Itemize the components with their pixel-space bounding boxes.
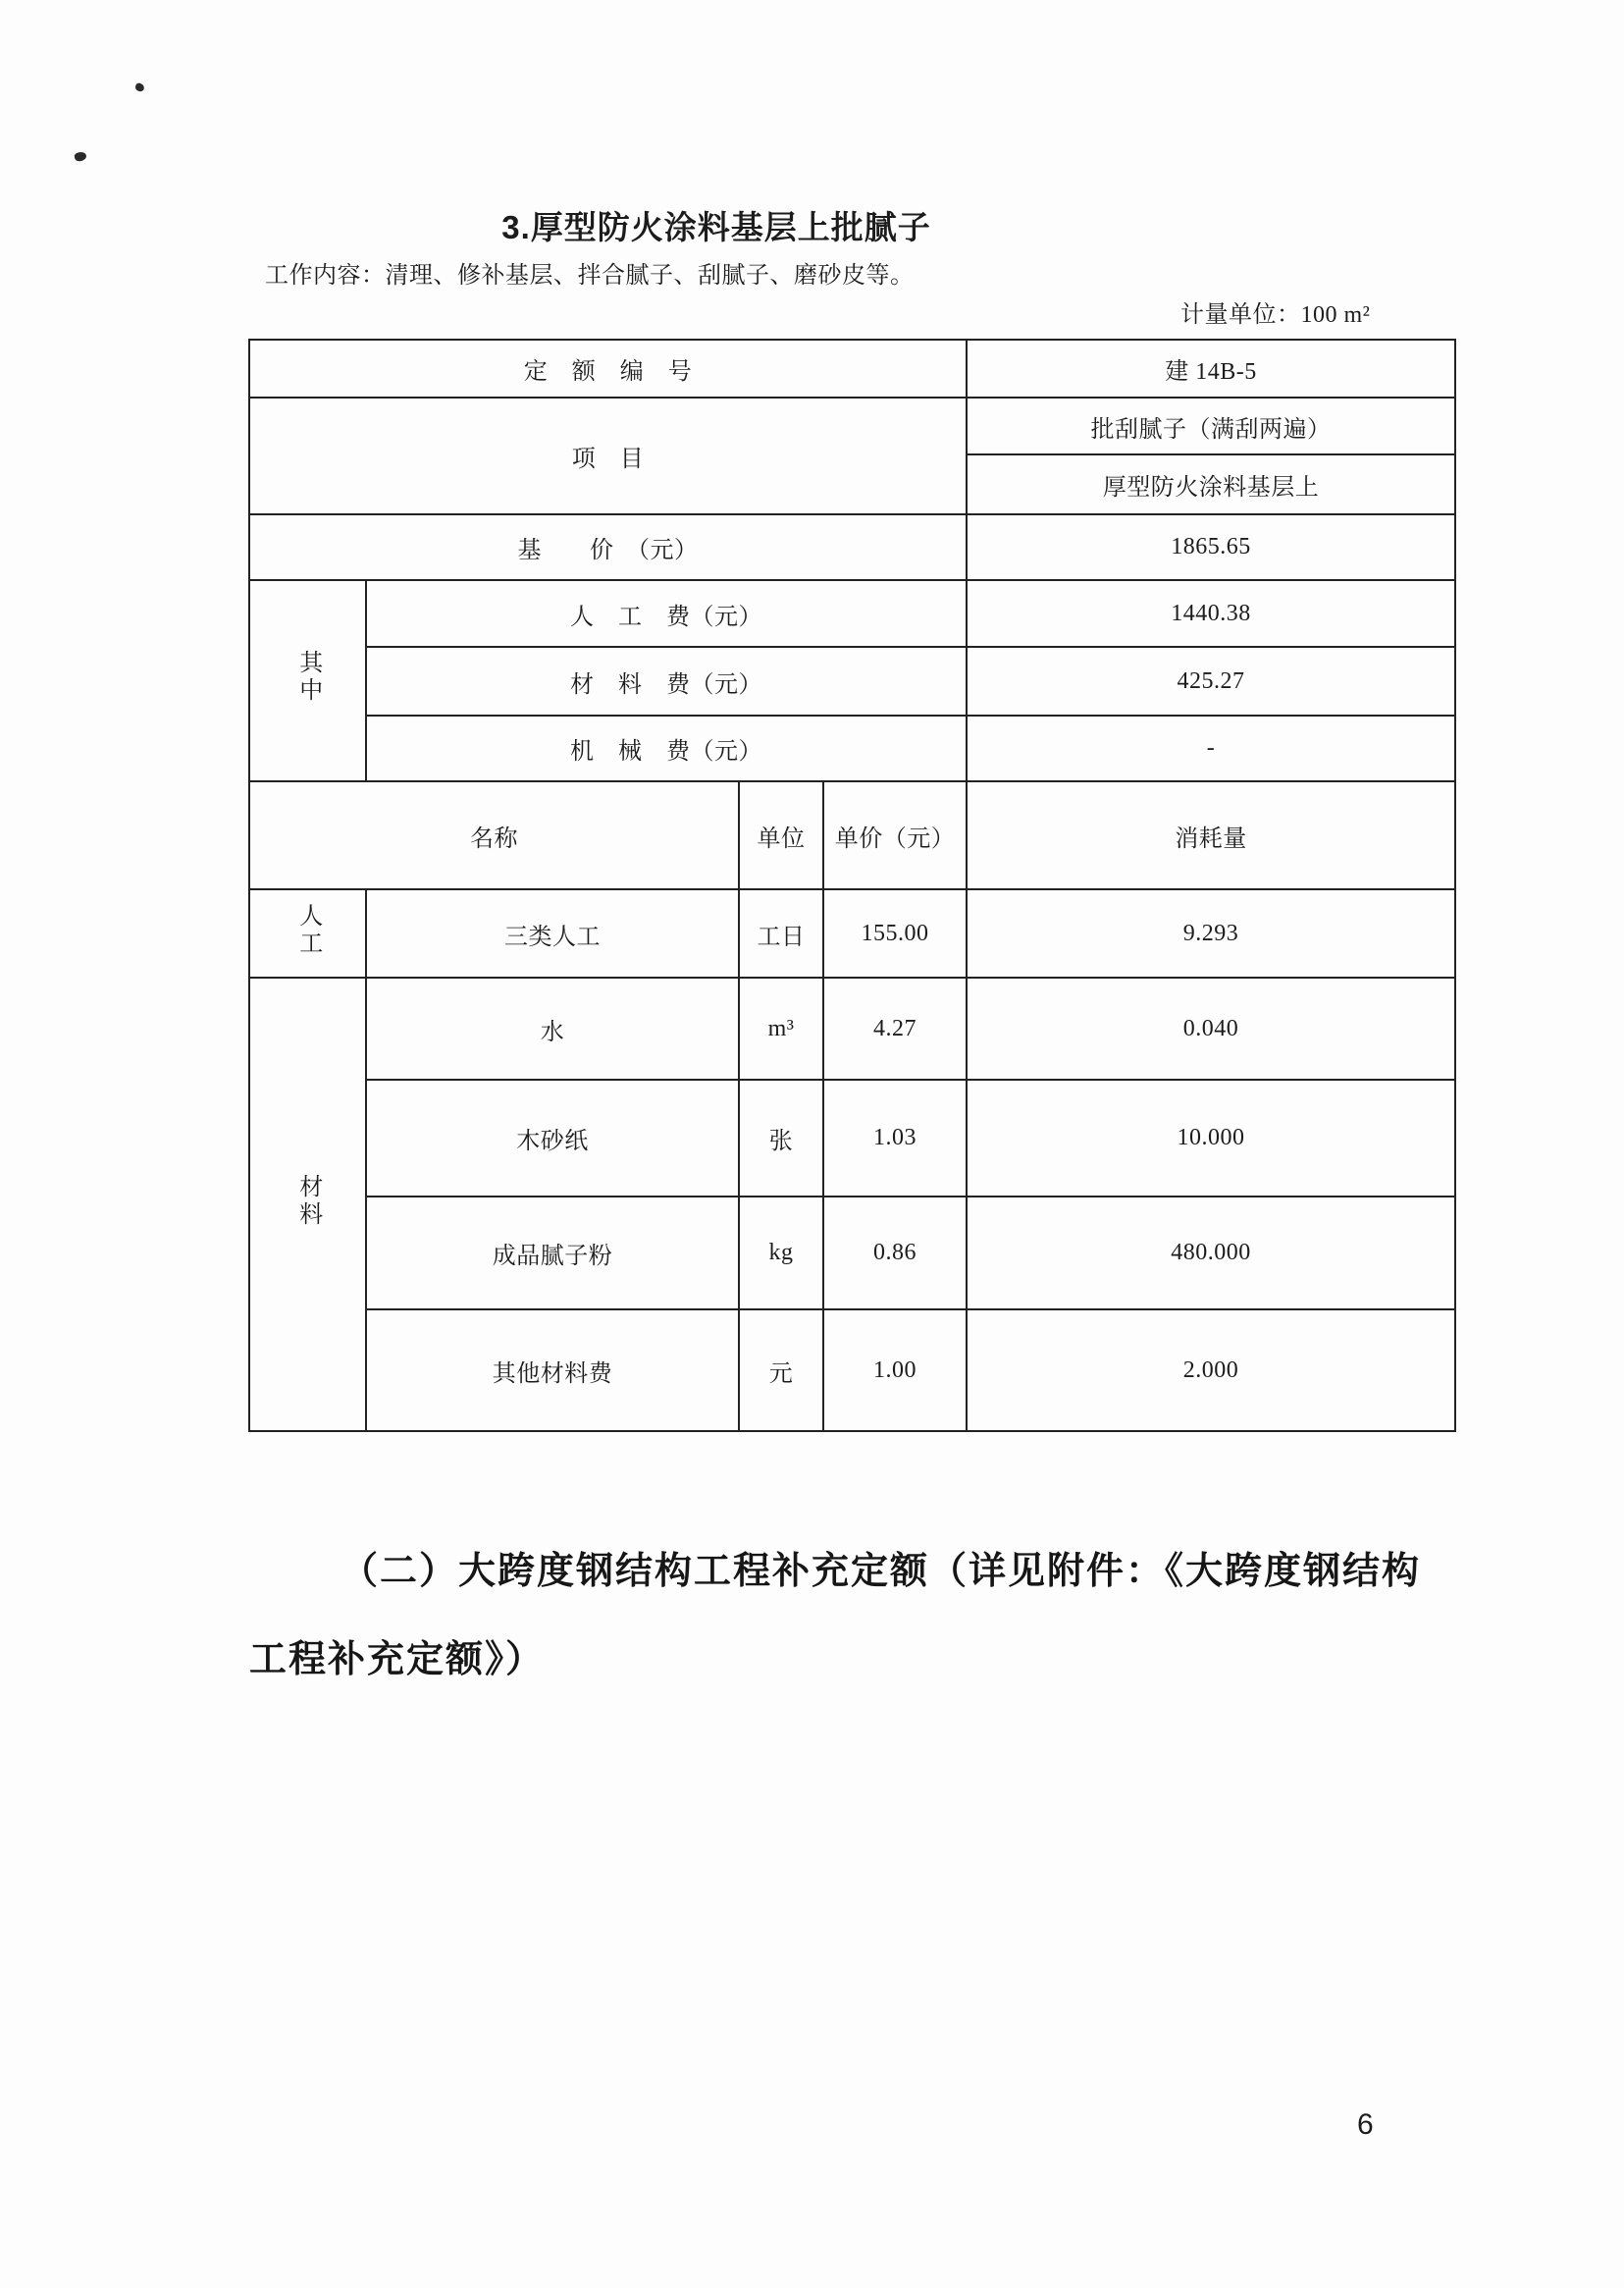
table-row bbox=[249, 647, 1455, 716]
labor-fee-label: 人 工 费（元） bbox=[366, 580, 967, 647]
material-unit: 元 bbox=[739, 1309, 823, 1431]
material-row bbox=[249, 1309, 1455, 1431]
measure-unit-note: 计量单位：100 m² bbox=[1180, 302, 1371, 328]
table-row bbox=[249, 398, 1455, 454]
header-unit: 单位 bbox=[739, 781, 823, 889]
closing-paragraph bbox=[249, 1527, 1427, 1704]
material-name: 木砂纸 bbox=[366, 1080, 739, 1197]
labor-unit: 工日 bbox=[739, 889, 823, 978]
material-consumption: 480.000 bbox=[967, 1197, 1455, 1309]
material-row bbox=[249, 978, 1455, 1080]
quota-no-label: 定 额 编 号 bbox=[249, 340, 967, 398]
material-name: 其他材料费 bbox=[366, 1309, 739, 1431]
table-row bbox=[249, 716, 1455, 781]
project-label: 项 目 bbox=[249, 398, 967, 514]
header-price: 单价（元） bbox=[823, 781, 967, 889]
header-name: 名称 bbox=[249, 781, 739, 889]
labor-fee-value: 1440.38 bbox=[967, 580, 1455, 647]
table-row bbox=[249, 340, 1455, 398]
scan-speck bbox=[74, 151, 87, 163]
closing-line-1: （二）大跨度钢结构工程补充定额（详见附件：《大跨度钢结构 bbox=[341, 1551, 1422, 1592]
material-group-label bbox=[249, 978, 366, 1431]
material-unit: m³ bbox=[739, 978, 823, 1080]
among-group-label-text: 其中 bbox=[294, 650, 321, 705]
quota-no-value: 建 14B-5 bbox=[967, 340, 1455, 398]
base-price-label: 基 价 （元） bbox=[249, 514, 967, 580]
table-row bbox=[249, 580, 1455, 647]
labor-group-label-text: 人工 bbox=[294, 902, 321, 958]
table-header-row bbox=[249, 781, 1455, 889]
material-price: 4.27 bbox=[823, 978, 967, 1080]
material-consumption: 2.000 bbox=[967, 1309, 1455, 1431]
material-unit: kg bbox=[739, 1197, 823, 1309]
table-row bbox=[249, 514, 1455, 580]
page-number: 6 bbox=[1357, 2108, 1374, 2141]
material-unit: 张 bbox=[739, 1080, 823, 1197]
material-group-label-text: 材料 bbox=[294, 1173, 321, 1229]
material-consumption: 0.040 bbox=[967, 978, 1455, 1080]
header-consumption: 消耗量 bbox=[967, 781, 1455, 889]
project-value-top: 批刮腻子（满刮两遍） bbox=[967, 398, 1455, 454]
material-price: 0.86 bbox=[823, 1197, 967, 1309]
material-row bbox=[249, 1080, 1455, 1197]
material-consumption: 10.000 bbox=[967, 1080, 1455, 1197]
machine-fee-value: - bbox=[967, 716, 1455, 781]
project-value-bottom: 厚型防火涂料基层上 bbox=[967, 454, 1455, 514]
material-name: 成品腻子粉 bbox=[366, 1197, 739, 1309]
labor-price: 155.00 bbox=[823, 889, 967, 978]
labor-row bbox=[249, 889, 1455, 978]
material-fee-value: 425.27 bbox=[967, 647, 1455, 716]
material-row bbox=[249, 1197, 1455, 1309]
scan-speck bbox=[134, 82, 145, 93]
page-title: 3.厚型防火涂料基层上批腻子 bbox=[501, 209, 931, 245]
labor-group-label bbox=[249, 889, 366, 978]
material-name: 水 bbox=[366, 978, 739, 1080]
closing-line-2: 工程补充定额》） bbox=[249, 1639, 546, 1680]
material-price: 1.03 bbox=[823, 1080, 967, 1197]
among-group-label bbox=[249, 580, 366, 781]
work-content-note: 工作内容：清理、修补基层、拌合腻子、刮腻子、磨砂皮等。 bbox=[265, 262, 915, 289]
material-fee-label: 材 料 费（元） bbox=[366, 647, 967, 716]
base-price-value: 1865.65 bbox=[967, 514, 1455, 580]
labor-consumption: 9.293 bbox=[967, 889, 1455, 978]
material-price: 1.00 bbox=[823, 1309, 967, 1431]
quota-table bbox=[248, 339, 1456, 1432]
machine-fee-label: 机 械 费（元） bbox=[366, 716, 967, 781]
labor-name: 三类人工 bbox=[366, 889, 739, 978]
